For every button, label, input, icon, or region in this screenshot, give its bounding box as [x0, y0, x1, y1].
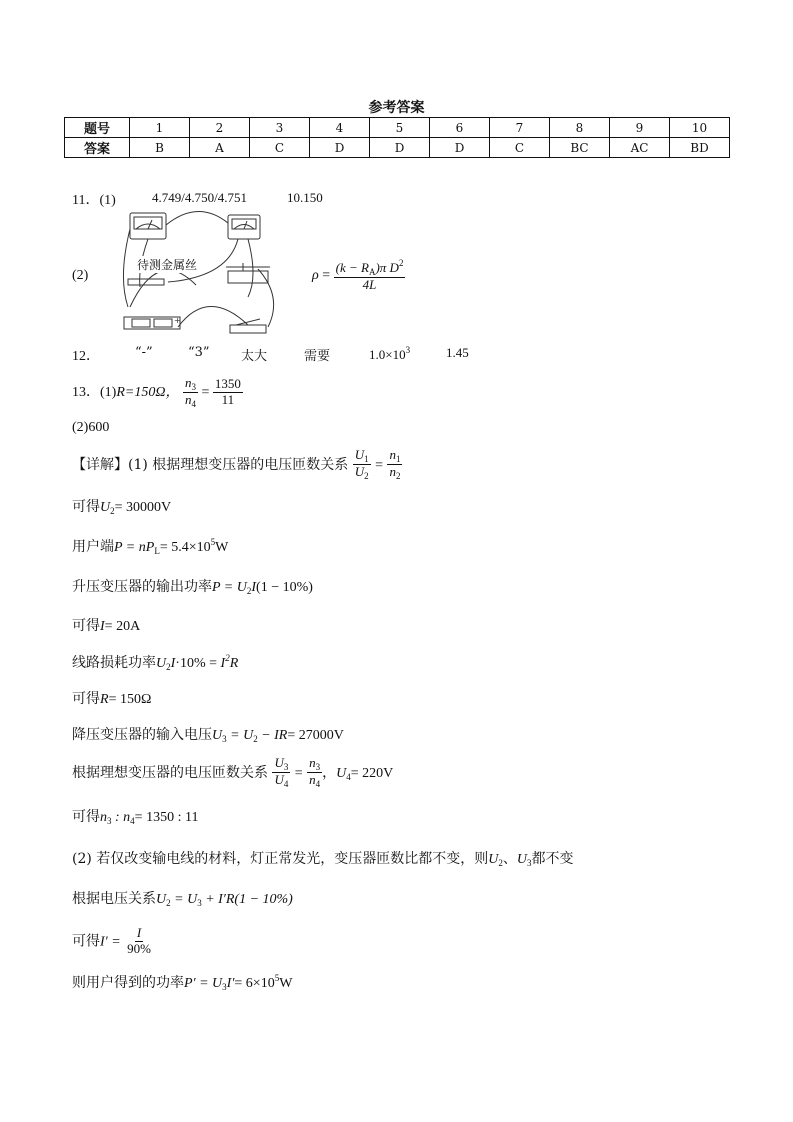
- solution-line-9: 根据理想变压器的电压匝数关系 $\frac{U_3}{U_4}$ = $\frac{n_3}{n_4}$ ，$U_4= 220V$: [72, 755, 394, 790]
- table-cell: BC: [550, 138, 610, 158]
- q13-answer: 13．(1)R=150Ω， $\frac{n_3}{n_4}$ = $\frac{1350}{11}$: [72, 375, 241, 410]
- q12-answer-2: “3”: [188, 345, 210, 360]
- table-cell: 2: [190, 118, 250, 138]
- q11-part2-label: (2): [72, 268, 89, 283]
- q12-answer-6: 1.45: [446, 345, 469, 360]
- table-cell: 1: [130, 118, 190, 138]
- table-cell: 3: [250, 118, 310, 138]
- solution-line-10: 可得$n_3$ : $n_4= 1350$ : 11: [72, 809, 199, 826]
- resistivity-formula: ρ = $\frac{(k - R_A)\pi D^2}{4L}$: [312, 258, 404, 293]
- q12-label: 12．: [72, 349, 100, 364]
- table-cell: 8: [550, 118, 610, 138]
- answer-table: [64, 117, 730, 158]
- q11-label: 11．(1): [72, 193, 116, 208]
- table-cell: C: [490, 138, 550, 158]
- solution-line-3: 用户端$P = nP_L= 5.4\times 10^5W$: [72, 537, 229, 556]
- table-cell: 9: [610, 118, 670, 138]
- table-cell: 5: [370, 118, 430, 138]
- table-cell: 6: [430, 118, 490, 138]
- table-cell: 7: [490, 118, 550, 138]
- q12-answer-5: $1.0\times 10^3$: [369, 345, 411, 362]
- table-header-answer: 答案: [65, 138, 130, 158]
- table-cell: D: [370, 138, 430, 158]
- table-header-number: 题号: [65, 118, 130, 138]
- solution-line-6: 线路损耗功率$U_2I\cdot 10\% = I^2R$: [72, 653, 239, 672]
- table-cell: 4: [310, 118, 370, 138]
- table-cell: D: [310, 138, 370, 158]
- solution-line-7: 可得R= 150Ω: [72, 691, 152, 707]
- table-cell: A: [190, 138, 250, 158]
- solution-line-12: 根据电压关系$U_2 = U_3 + I'R(1 - 10\%)$: [72, 891, 293, 908]
- table-cell: 10: [670, 118, 730, 138]
- table-row: [65, 118, 730, 138]
- solution-line-14: 则用户得到的功率$P' = U_3I'= 6\times 10^5W$: [72, 973, 293, 992]
- solution-line-2: 可得$U_2= 30000V$: [72, 499, 172, 516]
- solution-line-4: 升压变压器的输出功率$P = U_2I(1 - 10\%)$: [72, 579, 313, 596]
- page-title: 参考答案: [368, 100, 425, 116]
- table-cell: C: [250, 138, 310, 158]
- q12-answer-1: “-”: [135, 345, 153, 360]
- solution-line-11: (2) 若仅改变输电线的材料，灯正常发光，变压器匝数比都不变，则$U_2$、$U_3$都不变: [72, 851, 574, 868]
- solution-line-8: 降压变压器的输入电压$U_3 = U_2 - IR= 27000V$: [72, 727, 344, 744]
- table-row: [65, 138, 730, 158]
- table-cell: D: [430, 138, 490, 158]
- q11-answer-2: 10.150: [287, 190, 323, 205]
- table-cell: AC: [610, 138, 670, 158]
- battery-plus-sign: +: [174, 316, 181, 325]
- table-cell: B: [130, 138, 190, 158]
- solution-line-1: 【详解】(1) 根据理想变压器的电压匝数关系 $\frac{U_1}{U_2}$ = $\frac{n_1}{n_2}$: [72, 447, 401, 482]
- solution-line-5: 可得I= 20A: [72, 618, 141, 634]
- q11-answer-1: 4.749/4.750/4.751: [152, 190, 247, 205]
- solution-line-13: 可得I′ = $\frac{I}{90\%}$: [72, 925, 151, 956]
- wire-label: 待测金属丝: [137, 258, 198, 272]
- q12-answer-3: 太大: [241, 349, 268, 364]
- q13-part2-answer: (2)600: [72, 420, 110, 435]
- q12-answer-4: 需要: [304, 349, 331, 364]
- table-cell: BD: [670, 138, 730, 158]
